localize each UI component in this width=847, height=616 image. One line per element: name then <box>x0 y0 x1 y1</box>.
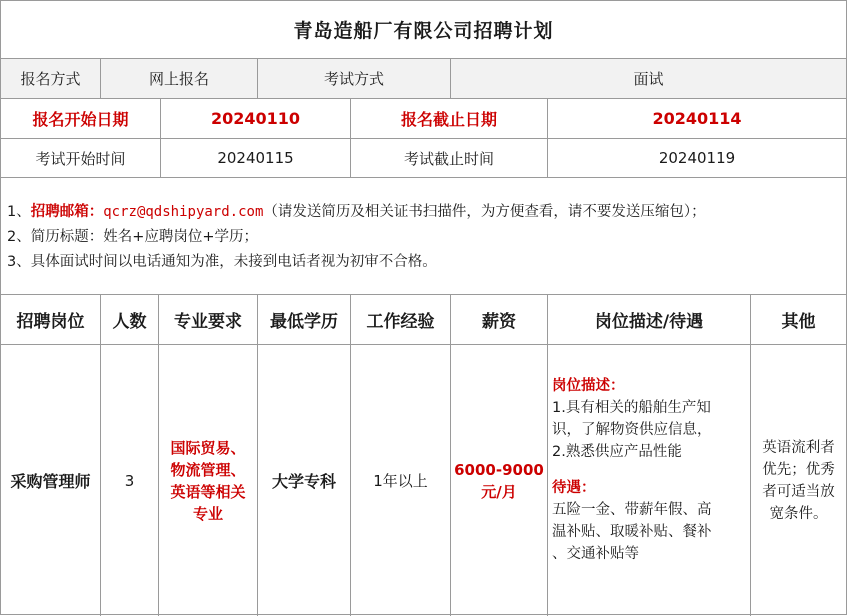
note-line-3: 3、具体面试时间以电话通知为准，未接到电话者视为初审不合格。 <box>7 254 437 270</box>
exam-end-value: 20240119 <box>658 149 736 167</box>
desc-line-1: 1.具有相关的船舶生产知 <box>552 400 711 416</box>
apply-end-label: 报名截止日期 <box>351 99 548 138</box>
exam-start-value: 20240115 <box>161 139 351 177</box>
note-line-2: 2、简历标题：姓名+应聘岗位+学历； <box>7 229 259 245</box>
apply-start-label: 报名开始日期 <box>1 99 161 138</box>
cell-other <box>751 345 846 616</box>
benefit-line-2: 温补贴、取暖补贴、餐补 <box>552 524 712 540</box>
apply-method-value: 网上报名 <box>101 59 258 98</box>
info-row-exam-dates <box>1 139 846 178</box>
cell-description <box>548 345 751 616</box>
info-row-apply-dates <box>1 99 846 139</box>
other-line-1: 英语流利者 <box>762 439 835 456</box>
salary-line-2: 元/月 <box>481 482 517 501</box>
cell-position: 采购管理师 <box>1 345 101 616</box>
salary-line-1: 6000-9000 <box>454 460 544 479</box>
exam-start-label: 考试开始时间 <box>1 139 161 177</box>
major-line-1: 国际贸易、 <box>170 438 246 457</box>
cell-major <box>159 345 258 616</box>
apply-method-label: 报名方式 <box>1 59 101 98</box>
header-experience: 工作经验 <box>351 295 451 344</box>
note-line-1 <box>7 200 846 225</box>
header-salary: 薪资 <box>451 295 548 344</box>
header-major: 专业要求 <box>159 295 258 344</box>
apply-end-value: 20240114 <box>652 109 742 128</box>
cell-education: 大学专科 <box>258 345 351 616</box>
page-title: 青岛造船厂有限公司招聘计划 <box>293 20 554 42</box>
notes-block <box>1 178 846 295</box>
header-other: 其他 <box>781 312 816 332</box>
title-row <box>1 1 846 59</box>
other-line-3: 者可适当放 <box>762 483 835 500</box>
header-position: 招聘岗位 <box>1 295 101 344</box>
apply-start-value: 20240110 <box>161 99 351 138</box>
desc-line-2: 识，了解物资供应信息， <box>552 422 712 438</box>
major-line-2: 物流管理、 <box>170 460 246 479</box>
benefit-line-1: 五险一金、带薪年假、高 <box>552 502 712 518</box>
other-line-2: 优先；优秀 <box>762 461 835 478</box>
exam-end-label: 考试截止时间 <box>351 139 548 177</box>
exam-method-label: 考试方式 <box>258 59 451 98</box>
note-1-label: 招聘邮箱： <box>30 204 104 220</box>
desc-line-3: 2.熟悉供应产品性能 <box>552 444 682 460</box>
major-line-3: 英语等相关 <box>170 482 246 501</box>
header-education: 最低学历 <box>258 295 351 344</box>
cell-experience: 1年以上 <box>351 345 451 616</box>
header-description: 岗位描述/待遇 <box>548 295 751 344</box>
desc-title: 岗位描述： <box>552 378 625 394</box>
table-row <box>1 345 846 616</box>
major-line-4: 专业 <box>192 504 223 523</box>
table-header-row <box>1 295 846 345</box>
benefit-title: 待遇： <box>552 480 596 496</box>
benefit-line-3: 、交通补贴等 <box>552 546 639 562</box>
recruit-email-link[interactable]: qcrz@qdshipyard.com <box>103 204 264 220</box>
other-line-4: 宽条件。 <box>769 505 828 522</box>
cell-salary <box>451 345 548 616</box>
cell-count: 3 <box>101 345 159 616</box>
header-count: 人数 <box>101 295 159 344</box>
exam-method-value: 面试 <box>633 70 664 88</box>
info-row-method <box>1 59 846 99</box>
note-1-suffix: （请发送简历及相关证书扫描件，为方便查看，请不要发送压缩包）； <box>263 204 706 220</box>
note-1-prefix: 1、 <box>7 204 31 220</box>
